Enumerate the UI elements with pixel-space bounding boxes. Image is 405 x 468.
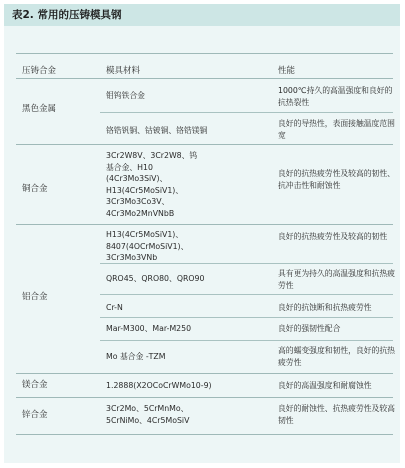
property-cell: 具有更为持久的高温强度和抗热疲劳性 bbox=[278, 269, 395, 290]
material-cell: H13(4Cr5MoSiV1)、8407(4OCrMoSiV1)、3Cr3Mo3VNb bbox=[106, 230, 189, 262]
group-divider bbox=[16, 397, 393, 398]
material-cell: 钼钨铁合金 bbox=[106, 91, 145, 100]
material-cell: 1.2888(X2OCoCrWMo10-9) bbox=[106, 381, 212, 390]
alloy-ferrous: 黑色金属 bbox=[22, 104, 57, 114]
property-cell: 良好的耐蚀性、抗热疲劳性及较高韧性 bbox=[278, 404, 395, 425]
alloy-aluminium: 铝合金 bbox=[22, 292, 48, 302]
group-divider bbox=[16, 144, 393, 145]
alloy-magnesium: 镁合金 bbox=[22, 380, 48, 390]
header-bottom-rule bbox=[16, 78, 393, 79]
property-cell: 良好的导热性，表面接触温度范围宽 bbox=[278, 119, 395, 140]
table-title: 表2. 常用的压铸模具钢 bbox=[4, 4, 400, 26]
table-bottom-rule bbox=[16, 434, 393, 435]
property-cell: 1000℃持久的高温强度和良好的抗热裂性 bbox=[278, 86, 393, 107]
group-divider bbox=[16, 224, 393, 225]
alloy-copper: 铜合金 bbox=[22, 184, 48, 194]
row-divider bbox=[100, 340, 393, 341]
property-cell: 良好的抗热疲劳性及较高的韧性、抗冲击性和耐蚀性 bbox=[278, 169, 395, 190]
alloy-zinc: 锌合金 bbox=[22, 410, 48, 420]
material-cell: Mar-M300、Mar-M250 bbox=[106, 324, 192, 333]
material-cell: 3Cr2Mo、5CrMnMo、5CrNiMo、4Cr5MoSiV bbox=[106, 404, 190, 425]
property-cell: 良好的抗热疲劳性及较高的韧性 bbox=[278, 232, 388, 241]
header-top-rule bbox=[16, 53, 393, 54]
material-cell: 铬锆钒铜、钴铍铜、铬锆镁铜 bbox=[106, 126, 208, 135]
material-cell: QRO45、QRO80、QRO90 bbox=[106, 274, 205, 283]
header-property: 性能 bbox=[278, 66, 296, 76]
property-cell: 良好的强韧性配合 bbox=[278, 324, 341, 333]
table-panel bbox=[4, 4, 400, 463]
group-divider bbox=[16, 373, 393, 374]
header-alloy: 压铸合金 bbox=[22, 66, 57, 76]
property-cell: 良好的高温强度和耐腐蚀性 bbox=[278, 381, 372, 390]
property-cell: 高的蠕变强度和韧性，良好的抗热疲劳性 bbox=[278, 346, 395, 367]
table-header bbox=[4, 62, 400, 78]
row-divider bbox=[100, 317, 393, 318]
material-cell: Mo 基合金 -TZM bbox=[106, 352, 166, 361]
row-divider bbox=[100, 112, 393, 113]
header-material: 模具材料 bbox=[106, 66, 141, 76]
material-cell: Cr-N bbox=[106, 303, 123, 312]
row-divider bbox=[100, 263, 393, 264]
row-divider bbox=[100, 294, 393, 295]
property-cell: 良好的抗蚀断和抗热疲劳性 bbox=[278, 303, 372, 312]
material-cell: 3Cr2W8V、3Cr2W8、钨基合金、H10 (4Cr3Mo3SiV)、H13(4Cr5MoSiV1)、3Cr3Mo3Co3V、4Cr3Mo2MnVNbB bbox=[106, 151, 198, 218]
